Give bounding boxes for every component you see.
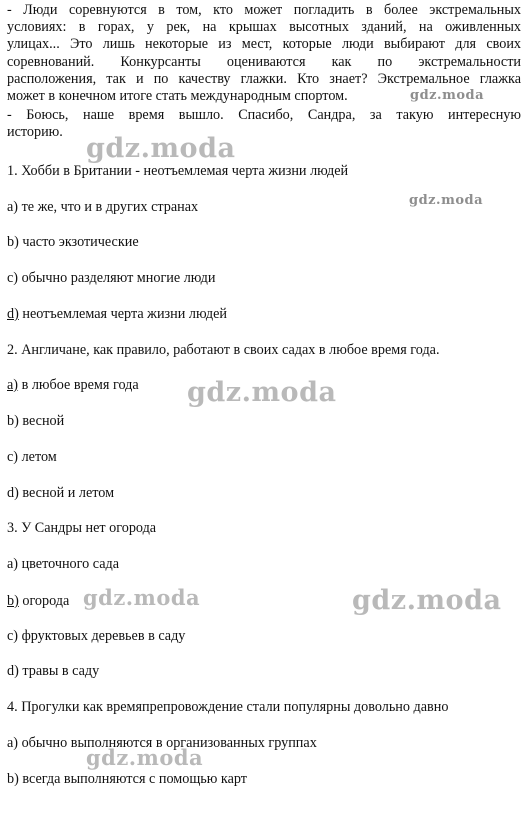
option-letter: d) bbox=[7, 485, 19, 501]
option-letter: a) bbox=[7, 377, 19, 393]
option-text: огорода bbox=[18, 593, 70, 609]
watermark: gdz.moda bbox=[187, 377, 337, 408]
option-3c bbox=[7, 628, 185, 645]
watermark: gdz.moda bbox=[86, 745, 204, 770]
text-line: условиях: в горах, у рек, на крышах высотных зданий, на оживленных bbox=[7, 19, 521, 36]
text-line: - Люди соревнуются в том, кто может погладить в более экстремальных bbox=[7, 2, 521, 18]
question-3: 3. У Сандры нет огорода bbox=[7, 520, 157, 536]
option-text: травы в саду bbox=[18, 663, 100, 679]
option-2c bbox=[7, 449, 57, 466]
option-3b-correct bbox=[7, 593, 69, 610]
text-line: - Боюсь, наше время вышло. Спасибо, Сандра, за такую интересную bbox=[7, 107, 521, 123]
option-letter: b) bbox=[7, 771, 19, 787]
text-line: может в конечном итоге стать международным спортом. bbox=[7, 88, 348, 105]
option-text: цветочного сада bbox=[18, 556, 120, 572]
text-line: расположения, так и по качеству глажки. Кто знает? Экстремальное глажка bbox=[7, 70, 521, 87]
option-4b bbox=[7, 771, 247, 788]
watermark: gdz.moda bbox=[409, 193, 484, 208]
option-letter: a) bbox=[7, 735, 19, 751]
watermark: gdz.moda bbox=[83, 585, 201, 610]
option-2d bbox=[7, 485, 114, 502]
option-letter: c) bbox=[7, 628, 19, 644]
text-line: соревнований. Конкурсанты оцениваются как по экстремальности bbox=[7, 53, 521, 70]
option-letter: d) bbox=[7, 663, 19, 679]
option-2a-correct bbox=[7, 377, 139, 394]
option-text: обычно выполняются в организованных группах bbox=[18, 735, 317, 751]
option-letter: c) bbox=[7, 449, 19, 465]
option-text: фруктовых деревьев в саду bbox=[18, 628, 186, 644]
option-1c bbox=[7, 270, 216, 287]
option-text: всегда выполняются с помощью карт bbox=[18, 771, 247, 787]
dialogue-paragraph-2 bbox=[7, 107, 521, 141]
watermark: gdz.moda bbox=[86, 133, 236, 164]
option-text: обычно разделяют многие люди bbox=[18, 270, 216, 286]
option-3d bbox=[7, 663, 99, 680]
option-letter: b) bbox=[7, 593, 19, 609]
option-text: неотъемлемая черта жизни людей bbox=[18, 306, 227, 322]
option-letter: b) bbox=[7, 234, 19, 250]
option-letter: a) bbox=[7, 199, 19, 215]
option-1a bbox=[7, 199, 198, 216]
option-3a bbox=[7, 556, 119, 573]
question-4: 4. Прогулки как времяпрепровождение стали популярны довольно давно bbox=[7, 699, 449, 715]
option-1b bbox=[7, 234, 139, 251]
option-letter: c) bbox=[7, 270, 19, 286]
option-text: весной и летом bbox=[18, 485, 115, 501]
text-line: улицах... Это лишь некоторые из мест, которые люди выбирают для своих bbox=[7, 36, 521, 53]
question-2: 2. Англичане, как правило, работают в своих садах в любое время года. bbox=[7, 342, 440, 358]
option-letter: d) bbox=[7, 306, 19, 322]
option-letter: a) bbox=[7, 556, 19, 572]
option-text: те же, что и в других странах bbox=[18, 199, 199, 215]
option-1d-correct bbox=[7, 306, 227, 323]
option-text: в любое время года bbox=[18, 377, 139, 393]
text-line: историю. bbox=[7, 124, 63, 141]
watermark: gdz.moda bbox=[410, 88, 485, 103]
question-1: 1. Хобби в Британии - неотъемлемая черта жизни людей bbox=[7, 163, 349, 179]
option-text: летом bbox=[18, 449, 57, 465]
option-letter: b) bbox=[7, 413, 19, 429]
option-text: часто экзотические bbox=[18, 234, 139, 250]
watermark: gdz.moda bbox=[352, 585, 502, 616]
option-2b bbox=[7, 413, 64, 430]
option-text: весной bbox=[18, 413, 65, 429]
